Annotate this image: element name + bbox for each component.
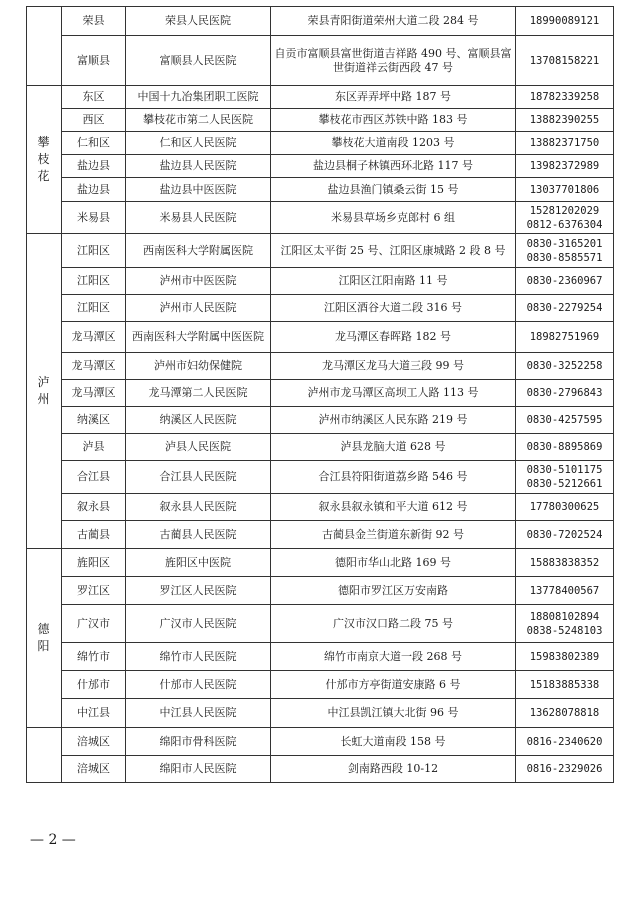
phone-cell: 13982372989 [516,155,614,178]
district-cell: 什邡市 [62,671,126,699]
table-row [27,605,614,643]
hospital-cell: 泸州市妇幼保健院 [126,353,271,380]
phone-cell: 15183885338 [516,671,614,699]
address-cell: 泸县龙脑大道 628 号 [271,434,516,461]
city-cell [27,728,62,783]
address-cell: 盐边县渔门镇桑云街 15 号 [271,178,516,202]
district-cell: 龙马潭区 [62,380,126,407]
district-cell: 江阳区 [62,234,126,268]
address-cell: 盐边县桐子林镇西环北路 117 号 [271,155,516,178]
phone-cell: 0830-8895869 [516,434,614,461]
hospital-cell: 中江县人民医院 [126,699,271,728]
hospital-cell: 荣县人民医院 [126,7,271,36]
phone-cell: 13778400567 [516,577,614,605]
table-row [27,461,614,494]
address-cell: 中江县凯江镇大北街 96 号 [271,699,516,728]
hospital-cell: 西南医科大学附属医院 [126,234,271,268]
address-cell: 自贡市富顺县富世街道吉祥路 490 号、富顺县富世街道祥云街西段 47 号 [271,36,516,86]
table-row [27,132,614,155]
hospital-cell: 什邡市人民医院 [126,671,271,699]
district-cell: 龙马潭区 [62,322,126,353]
hospital-table [26,6,614,783]
hospital-cell: 合江县人民医院 [126,461,271,494]
district-cell: 盐边县 [62,155,126,178]
district-cell: 叙永县 [62,494,126,521]
district-cell: 旌阳区 [62,549,126,577]
table-row [27,178,614,202]
table-row [27,671,614,699]
address-cell: 广汉市汉口路二段 75 号 [271,605,516,643]
city-cell: 泸州 [27,234,62,549]
table-row [27,643,614,671]
phone-cell: 15281202029 0812-6376304 [516,202,614,234]
address-cell: 绵竹市南京大道一段 268 号 [271,643,516,671]
hospital-cell: 绵阳市骨科医院 [126,728,271,756]
table-row [27,322,614,353]
phone-cell: 13882390255 [516,109,614,132]
table-row [27,295,614,322]
phone-cell: 18808102894 0838-5248103 [516,605,614,643]
table-row [27,36,614,86]
phone-cell: 15983802389 [516,643,614,671]
phone-cell: 0830-7202524 [516,521,614,549]
table-row [27,407,614,434]
district-cell: 合江县 [62,461,126,494]
table-row [27,521,614,549]
table-row [27,577,614,605]
district-cell: 东区 [62,86,126,109]
hospital-cell: 旌阳区中医院 [126,549,271,577]
hospital-cell: 泸州市人民医院 [126,295,271,322]
table-row [27,380,614,407]
address-cell: 泸州市纳溪区人民东路 219 号 [271,407,516,434]
address-cell: 米易县草场乡克郎村 6 组 [271,202,516,234]
address-cell: 攀枝花大道南段 1203 号 [271,132,516,155]
phone-cell: 0830-3165201 0830-8585571 [516,234,614,268]
table-row [27,86,614,109]
phone-cell: 0830-2360967 [516,268,614,295]
district-cell: 涪城区 [62,756,126,783]
address-cell: 江阳区酒谷大道二段 316 号 [271,295,516,322]
district-cell: 米易县 [62,202,126,234]
hospital-cell: 仁和区人民医院 [126,132,271,155]
phone-cell: 18990089121 [516,7,614,36]
address-cell: 合江县符阳街道荔乡路 546 号 [271,461,516,494]
district-cell: 龙马潭区 [62,353,126,380]
address-cell: 攀枝花市西区苏铁中路 183 号 [271,109,516,132]
table-row [27,109,614,132]
phone-cell: 13037701806 [516,178,614,202]
hospital-cell: 龙马潭第二人民医院 [126,380,271,407]
district-cell: 江阳区 [62,295,126,322]
table-row [27,728,614,756]
address-cell: 剑南路西段 10-12 [271,756,516,783]
district-cell: 中江县 [62,699,126,728]
address-cell: 龙马潭区春晖路 182 号 [271,322,516,353]
hospital-cell: 富顺县人民医院 [126,36,271,86]
address-cell: 什邡市方亭街道安康路 6 号 [271,671,516,699]
city-cell [27,7,62,86]
phone-cell: 17780300625 [516,494,614,521]
phone-cell: 13628078818 [516,699,614,728]
phone-cell: 0830-2796843 [516,380,614,407]
table-row [27,494,614,521]
address-cell: 江阳区江阳南路 11 号 [271,268,516,295]
district-cell: 涪城区 [62,728,126,756]
city-cell: 攀枝花 [27,86,62,234]
address-cell: 龙马潭区龙马大道三段 99 号 [271,353,516,380]
phone-cell: 0816-2340620 [516,728,614,756]
address-cell: 长虹大道南段 158 号 [271,728,516,756]
table-row [27,234,614,268]
hospital-cell: 中国十九冶集团职工医院 [126,86,271,109]
district-cell: 广汉市 [62,605,126,643]
table-row [27,699,614,728]
phone-cell: 18782339258 [516,86,614,109]
hospital-cell: 古蔺县人民医院 [126,521,271,549]
page-number: — 2 — [30,832,76,848]
address-cell: 古蔺县金兰街道东新街 92 号 [271,521,516,549]
phone-cell: 13882371750 [516,132,614,155]
table-row [27,155,614,178]
phone-cell: 18982751969 [516,322,614,353]
address-cell: 德阳市罗江区万安南路 [271,577,516,605]
table-row [27,549,614,577]
address-cell: 荣县青阳街道荣州大道二段 284 号 [271,7,516,36]
address-cell: 东区弄弄坪中路 187 号 [271,86,516,109]
city-cell: 德阳 [27,549,62,728]
district-cell: 仁和区 [62,132,126,155]
district-cell: 荣县 [62,7,126,36]
phone-cell: 15883838352 [516,549,614,577]
phone-cell: 0816-2329026 [516,756,614,783]
phone-cell: 0830-4257595 [516,407,614,434]
address-cell: 德阳市华山北路 169 号 [271,549,516,577]
district-cell: 纳溪区 [62,407,126,434]
district-cell: 富顺县 [62,36,126,86]
hospital-cell: 米易县人民医院 [126,202,271,234]
hospital-cell: 纳溪区人民医院 [126,407,271,434]
district-cell: 西区 [62,109,126,132]
address-cell: 泸州市龙马潭区高坝工人路 113 号 [271,380,516,407]
phone-cell: 13708158221 [516,36,614,86]
table-row [27,268,614,295]
hospital-cell: 攀枝花市第二人民医院 [126,109,271,132]
hospital-cell: 绵阳市人民医院 [126,756,271,783]
district-cell: 古蔺县 [62,521,126,549]
table-row [27,434,614,461]
district-cell: 绵竹市 [62,643,126,671]
district-cell: 江阳区 [62,268,126,295]
hospital-cell: 盐边县人民医院 [126,155,271,178]
hospital-cell: 罗江区人民医院 [126,577,271,605]
hospital-cell: 广汉市人民医院 [126,605,271,643]
address-cell: 江阳区太平街 25 号、江阳区康城路 2 段 8 号 [271,234,516,268]
table-row [27,7,614,36]
phone-cell: 0830-5101175 0830-5212661 [516,461,614,494]
hospital-cell: 西南医科大学附属中医医院 [126,322,271,353]
phone-cell: 0830-2279254 [516,295,614,322]
hospital-cell: 盐边县中医医院 [126,178,271,202]
hospital-cell: 叙永县人民医院 [126,494,271,521]
hospital-cell: 泸州市中医医院 [126,268,271,295]
table-row [27,202,614,234]
hospital-cell: 绵竹市人民医院 [126,643,271,671]
table-row [27,756,614,783]
table-row [27,353,614,380]
address-cell: 叙永县叙永镇和平大道 612 号 [271,494,516,521]
hospital-cell: 泸县人民医院 [126,434,271,461]
district-cell: 泸县 [62,434,126,461]
district-cell: 罗江区 [62,577,126,605]
district-cell: 盐边县 [62,178,126,202]
phone-cell: 0830-3252258 [516,353,614,380]
